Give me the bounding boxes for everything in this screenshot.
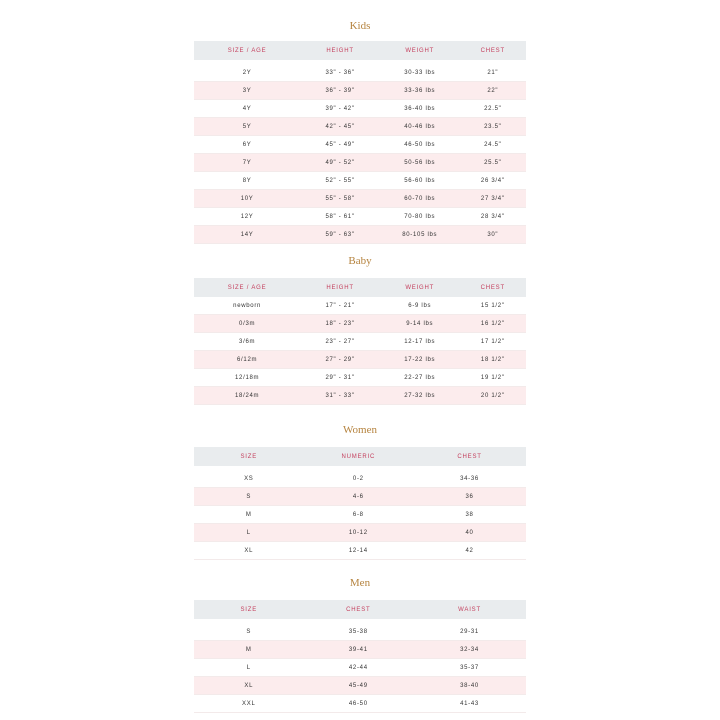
table-cell: 42" - 45"	[300, 118, 380, 136]
table-header-row	[194, 41, 526, 60]
baby-table-body	[194, 297, 526, 405]
baby-title: Baby	[348, 255, 372, 267]
table-cell: 46-50	[304, 695, 414, 713]
table-header-row	[194, 447, 526, 466]
table-cell: 55" - 58"	[300, 190, 380, 208]
table-cell: 6-8	[304, 506, 414, 524]
table-cell: 46-50 lbs	[380, 136, 460, 154]
table-row	[194, 506, 526, 524]
table-cell: 22-27 lbs	[380, 369, 460, 387]
table-cell: 12Y	[194, 208, 300, 226]
table-cell: 32-34	[413, 641, 526, 659]
table-cell: 3/6m	[194, 333, 300, 351]
table-row	[194, 297, 526, 315]
table-cell: 27 3/4"	[460, 190, 526, 208]
kids-title: Kids	[349, 20, 371, 32]
table-cell: 16 1/2"	[460, 315, 526, 333]
table-cell: 28 3/4"	[460, 208, 526, 226]
table-cell: 12/18m	[194, 369, 300, 387]
table-row	[194, 488, 526, 506]
table-cell: 17" - 21"	[300, 297, 380, 315]
table-cell: 6Y	[194, 136, 300, 154]
table-cell: 45" - 49"	[300, 136, 380, 154]
table-cell: 23" - 27"	[300, 333, 380, 351]
table-row	[194, 190, 526, 208]
table-row	[194, 226, 526, 244]
table-cell: 2Y	[194, 64, 300, 82]
table-cell: 60-70 lbs	[380, 190, 460, 208]
table-cell: 17 1/2"	[460, 333, 526, 351]
table-cell: 38-40	[413, 677, 526, 695]
table-row	[194, 333, 526, 351]
table-cell: 18 1/2"	[460, 351, 526, 369]
kids-size-table	[194, 41, 526, 244]
table-cell: 0/3m	[194, 315, 300, 333]
table-cell: 6/12m	[194, 351, 300, 369]
table-cell: 70-80 lbs	[380, 208, 460, 226]
table-cell: 33-36 lbs	[380, 82, 460, 100]
table-cell: 20 1/2"	[460, 387, 526, 405]
column-header: HEIGHT	[300, 278, 380, 297]
men-title: Men	[349, 577, 371, 589]
table-cell: 36-40 lbs	[380, 100, 460, 118]
table-cell: 30"	[460, 226, 526, 244]
table-cell: 19 1/2"	[460, 369, 526, 387]
table-cell: 21"	[460, 64, 526, 82]
table-cell: 6-9 lbs	[380, 297, 460, 315]
table-cell: 36" - 39"	[300, 82, 380, 100]
table-cell: 23.5"	[460, 118, 526, 136]
table-row	[194, 100, 526, 118]
women-size-table	[194, 447, 526, 560]
table-cell: 7Y	[194, 154, 300, 172]
table-cell: 36	[413, 488, 526, 506]
table-cell: 45-49	[304, 677, 414, 695]
table-cell: 18" - 23"	[300, 315, 380, 333]
table-cell: 29-31	[413, 623, 526, 641]
table-cell: 59" - 63"	[300, 226, 380, 244]
table-cell: S	[194, 623, 304, 641]
table-cell: 5Y	[194, 118, 300, 136]
baby-size-table	[194, 278, 526, 405]
table-row	[194, 641, 526, 659]
table-row	[194, 351, 526, 369]
table-cell: 15 1/2"	[460, 297, 526, 315]
table-row	[194, 542, 526, 560]
table-cell: 8Y	[194, 172, 300, 190]
table-row	[194, 470, 526, 488]
table-cell: XL	[194, 542, 304, 560]
column-header: CHEST	[304, 600, 414, 619]
table-row	[194, 315, 526, 333]
table-cell: XL	[194, 677, 304, 695]
table-cell: S	[194, 488, 304, 506]
table-cell: 12-14	[304, 542, 414, 560]
table-cell: 34-36	[413, 470, 526, 488]
column-header: WEIGHT	[380, 41, 460, 60]
table-cell: 18/24m	[194, 387, 300, 405]
table-cell: 12-17 lbs	[380, 333, 460, 351]
table-cell: 39" - 42"	[300, 100, 380, 118]
table-cell: L	[194, 524, 304, 542]
table-row	[194, 154, 526, 172]
table-cell: 56-60 lbs	[380, 172, 460, 190]
table-cell: L	[194, 659, 304, 677]
table-cell: 38	[413, 506, 526, 524]
table-cell: 30-33 lbs	[380, 64, 460, 82]
table-cell: 27-32 lbs	[380, 387, 460, 405]
table-cell: 24.5"	[460, 136, 526, 154]
column-header: SIZE	[194, 600, 304, 619]
table-cell: 35-38	[304, 623, 414, 641]
table-cell: 0-2	[304, 470, 414, 488]
column-header: NUMERIC	[304, 447, 414, 466]
table-row	[194, 695, 526, 713]
table-row	[194, 208, 526, 226]
column-header: CHEST	[413, 447, 526, 466]
table-cell: 42	[413, 542, 526, 560]
table-cell: 58" - 61"	[300, 208, 380, 226]
women-title: Women	[343, 424, 377, 436]
table-cell: 4-6	[304, 488, 414, 506]
table-row	[194, 623, 526, 641]
table-cell: 41-43	[413, 695, 526, 713]
table-cell: 49" - 52"	[300, 154, 380, 172]
column-header: SIZE / AGE	[194, 278, 300, 297]
table-cell: 42-44	[304, 659, 414, 677]
table-cell: 4Y	[194, 100, 300, 118]
table-cell: 26 3/4"	[460, 172, 526, 190]
table-cell: 9-14 lbs	[380, 315, 460, 333]
table-row	[194, 369, 526, 387]
women-table-body	[194, 466, 526, 560]
table-row	[194, 659, 526, 677]
column-header: WEIGHT	[380, 278, 460, 297]
table-cell: 80-105 lbs	[380, 226, 460, 244]
table-row	[194, 82, 526, 100]
table-cell: M	[194, 641, 304, 659]
column-header: SIZE	[194, 447, 304, 466]
table-cell: XS	[194, 470, 304, 488]
table-cell: XXL	[194, 695, 304, 713]
table-cell: 22"	[460, 82, 526, 100]
table-cell: 31" - 33"	[300, 387, 380, 405]
table-row	[194, 64, 526, 82]
table-header-row	[194, 600, 526, 619]
table-cell: 10-12	[304, 524, 414, 542]
table-cell: M	[194, 506, 304, 524]
table-row	[194, 172, 526, 190]
table-cell: 17-22 lbs	[380, 351, 460, 369]
table-row	[194, 136, 526, 154]
table-cell: 29" - 31"	[300, 369, 380, 387]
table-cell: newborn	[194, 297, 300, 315]
column-header: CHEST	[460, 41, 526, 60]
table-cell: 22.5"	[460, 100, 526, 118]
table-cell: 33" - 36"	[300, 64, 380, 82]
table-cell: 50-56 lbs	[380, 154, 460, 172]
table-cell: 39-41	[304, 641, 414, 659]
table-cell: 40-46 lbs	[380, 118, 460, 136]
table-cell: 40	[413, 524, 526, 542]
men-table-body	[194, 619, 526, 713]
table-cell: 27" - 29"	[300, 351, 380, 369]
table-row	[194, 524, 526, 542]
kids-table-body	[194, 60, 526, 244]
table-row	[194, 387, 526, 405]
table-cell: 3Y	[194, 82, 300, 100]
table-cell: 10Y	[194, 190, 300, 208]
column-header: HEIGHT	[300, 41, 380, 60]
table-cell: 14Y	[194, 226, 300, 244]
men-size-table	[194, 600, 526, 713]
table-cell: 25.5"	[460, 154, 526, 172]
column-header: WAIST	[413, 600, 526, 619]
table-cell: 52" - 55"	[300, 172, 380, 190]
table-cell: 35-37	[413, 659, 526, 677]
table-row	[194, 677, 526, 695]
column-header: CHEST	[460, 278, 526, 297]
table-header-row	[194, 278, 526, 297]
table-row	[194, 118, 526, 136]
column-header: SIZE / AGE	[194, 41, 300, 60]
